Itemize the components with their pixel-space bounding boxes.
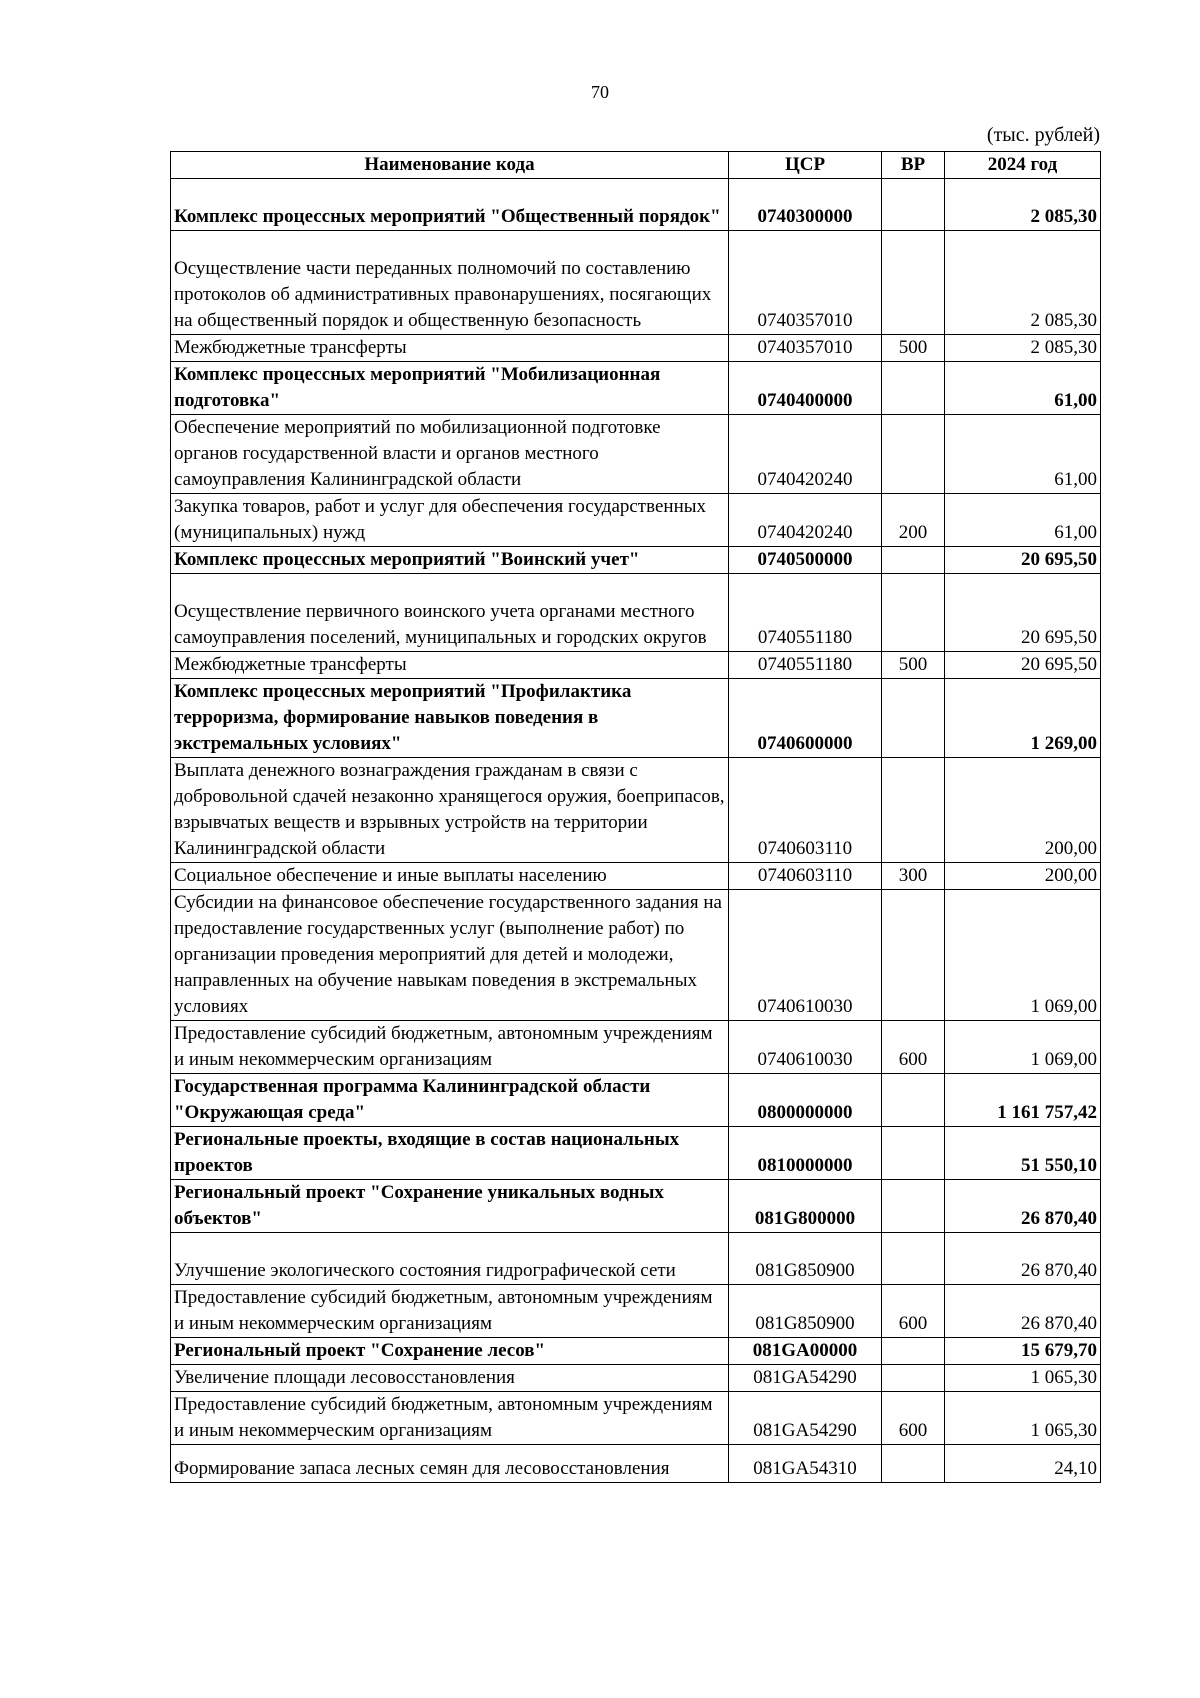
row-amount-cell: 2 085,30: [945, 335, 1101, 362]
row-name-cell: Региональный проект "Сохранение уникальных водных объектов": [171, 1180, 729, 1233]
row-vr-cell: [882, 1233, 945, 1285]
table-row: [171, 863, 1101, 890]
row-vr-cell: 200: [882, 494, 945, 547]
table-row: [171, 1021, 1101, 1074]
row-amount-cell: 1 161 757,42: [945, 1074, 1101, 1127]
table-body: [171, 179, 1101, 1483]
table-row: [171, 335, 1101, 362]
row-amount-cell: 200,00: [945, 863, 1101, 890]
row-amount-cell: 15 679,70: [945, 1338, 1101, 1365]
row-amount-cell: 26 870,40: [945, 1233, 1101, 1285]
row-amount-cell: 20 695,50: [945, 574, 1101, 652]
row-amount-cell: 2 085,30: [945, 231, 1101, 335]
row-name-cell: Социальное обеспечение и иные выплаты населению: [171, 863, 729, 890]
table-row: [171, 1365, 1101, 1392]
row-vr-cell: 500: [882, 335, 945, 362]
row-name-cell: Региональный проект "Сохранение лесов": [171, 1338, 729, 1365]
row-vr-cell: [882, 1445, 945, 1483]
table-row: [171, 362, 1101, 415]
row-amount-cell: 1 069,00: [945, 1021, 1101, 1074]
row-vr-cell: [882, 547, 945, 574]
table-row: [171, 1074, 1101, 1127]
row-name-cell: Формирование запаса лесных семян для лесовосстановления: [171, 1445, 729, 1483]
table-row: [171, 415, 1101, 494]
header-vr: ВР: [882, 152, 945, 179]
table-row: [171, 547, 1101, 574]
row-vr-cell: [882, 1180, 945, 1233]
row-vr-cell: [882, 1365, 945, 1392]
row-amount-cell: 20 695,50: [945, 652, 1101, 679]
table-row: [171, 1233, 1101, 1285]
row-vr-cell: [882, 1338, 945, 1365]
row-vr-cell: 600: [882, 1021, 945, 1074]
row-name-cell: Межбюджетные трансферты: [171, 652, 729, 679]
row-name-cell: Улучшение экологического состояния гидрографической сети: [171, 1233, 729, 1285]
row-vr-cell: [882, 758, 945, 863]
row-name-cell: Комплекс процессных мероприятий "Воинский учет": [171, 547, 729, 574]
table-row: [171, 1392, 1101, 1445]
row-csr-cell: 0740357010: [729, 231, 882, 335]
table-row: [171, 1338, 1101, 1365]
row-name-cell: Предоставление субсидий бюджетным, автономным учреждениям и иным некоммерческим организациям: [171, 1392, 729, 1445]
row-vr-cell: 600: [882, 1392, 945, 1445]
row-csr-cell: 0740400000: [729, 362, 882, 415]
row-csr-cell: 0800000000: [729, 1074, 882, 1127]
row-vr-cell: [882, 415, 945, 494]
row-vr-cell: [882, 1127, 945, 1180]
page-number: 70: [591, 82, 609, 102]
row-vr-cell: [882, 679, 945, 758]
row-csr-cell: 0740551180: [729, 652, 882, 679]
row-name-cell: Государственная программа Калининградской области "Окружающая среда": [171, 1074, 729, 1127]
table-row: [171, 574, 1101, 652]
table-row: [171, 494, 1101, 547]
row-csr-cell: 081GA54290: [729, 1365, 882, 1392]
row-csr-cell: 0740500000: [729, 547, 882, 574]
row-csr-cell: 0740610030: [729, 890, 882, 1021]
row-amount-cell: 61,00: [945, 415, 1101, 494]
table-row: [171, 652, 1101, 679]
row-amount-cell: 2 085,30: [945, 179, 1101, 231]
row-csr-cell: 0740551180: [729, 574, 882, 652]
row-vr-cell: [882, 890, 945, 1021]
row-vr-cell: [882, 231, 945, 335]
row-name-cell: Осуществление части переданных полномочий по составлению протоколов об административных правонарушениях, посягающих на общественный порядок и общественную безопасность: [171, 231, 729, 335]
table-header-row: [171, 152, 1101, 179]
row-name-cell: Выплата денежного вознаграждения гражданам в связи с добровольной сдачей незаконно хранящегося оружия, боеприпасов, взрывчатых веществ и взрывных устройств на территории Калининградской области: [171, 758, 729, 863]
row-amount-cell: 200,00: [945, 758, 1101, 863]
row-amount-cell: 20 695,50: [945, 547, 1101, 574]
row-vr-cell: [882, 179, 945, 231]
header-csr: ЦСР: [729, 152, 882, 179]
row-name-cell: Комплекс процессных мероприятий "Общественный порядок": [171, 179, 729, 231]
row-csr-cell: 081G850900: [729, 1285, 882, 1338]
table-row: [171, 758, 1101, 863]
row-csr-cell: 0740420240: [729, 494, 882, 547]
row-name-cell: Увеличение площади лесовосстановления: [171, 1365, 729, 1392]
row-amount-cell: 51 550,10: [945, 1127, 1101, 1180]
row-name-cell: Закупка товаров, работ и услуг для обеспечения государственных (муниципальных) нужд: [171, 494, 729, 547]
row-csr-cell: 081G800000: [729, 1180, 882, 1233]
table-row: [171, 179, 1101, 231]
row-amount-cell: 1 269,00: [945, 679, 1101, 758]
row-name-cell: Субсидии на финансовое обеспечение государственного задания на предоставление государственных услуг (выполнение работ) по организации проведения мероприятий для детей и молодежи, направленных на обучение навыкам поведения в экстремальных условиях: [171, 890, 729, 1021]
row-csr-cell: 081G850900: [729, 1233, 882, 1285]
row-name-cell: Предоставление субсидий бюджетным, автономным учреждениям и иным некоммерческим организациям: [171, 1285, 729, 1338]
row-amount-cell: 26 870,40: [945, 1180, 1101, 1233]
row-vr-cell: [882, 1074, 945, 1127]
row-amount-cell: 26 870,40: [945, 1285, 1101, 1338]
row-csr-cell: 0740603110: [729, 758, 882, 863]
row-name-cell: Осуществление первичного воинского учета органами местного самоуправления поселений, муниципальных и городских округов: [171, 574, 729, 652]
row-csr-cell: 0740300000: [729, 179, 882, 231]
row-name-cell: Обеспечение мероприятий по мобилизационной подготовке органов государственной власти и органов местного самоуправления Калининградской области: [171, 415, 729, 494]
row-amount-cell: 1 065,30: [945, 1365, 1101, 1392]
row-name-cell: Региональные проекты, входящие в состав национальных проектов: [171, 1127, 729, 1180]
row-amount-cell: 1 065,30: [945, 1392, 1101, 1445]
units-label: (тыс. рублей): [986, 124, 1100, 146]
row-name-cell: Комплекс процессных мероприятий "Профилактика терроризма, формирование навыков поведения в экстремальных условиях": [171, 679, 729, 758]
row-vr-cell: 300: [882, 863, 945, 890]
row-csr-cell: 0740610030: [729, 1021, 882, 1074]
table-row: [171, 1180, 1101, 1233]
row-name-cell: Предоставление субсидий бюджетным, автономным учреждениям и иным некоммерческим организациям: [171, 1021, 729, 1074]
budget-table: [170, 151, 1101, 1483]
row-amount-cell: 61,00: [945, 494, 1101, 547]
row-csr-cell: 0810000000: [729, 1127, 882, 1180]
header-name: Наименование кода: [171, 152, 729, 179]
row-vr-cell: [882, 362, 945, 415]
row-name-cell: Комплекс процессных мероприятий "Мобилизационная подготовка": [171, 362, 729, 415]
row-vr-cell: [882, 574, 945, 652]
table-row: [171, 1285, 1101, 1338]
row-name-cell: Межбюджетные трансферты: [171, 335, 729, 362]
row-amount-cell: 61,00: [945, 362, 1101, 415]
row-amount-cell: 24,10: [945, 1445, 1101, 1483]
row-amount-cell: 1 069,00: [945, 890, 1101, 1021]
row-csr-cell: 0740603110: [729, 863, 882, 890]
row-csr-cell: 0740357010: [729, 335, 882, 362]
row-vr-cell: 500: [882, 652, 945, 679]
row-csr-cell: 0740600000: [729, 679, 882, 758]
row-csr-cell: 081GA54290: [729, 1392, 882, 1445]
row-vr-cell: 600: [882, 1285, 945, 1338]
table-row: [171, 1127, 1101, 1180]
table-row: [171, 679, 1101, 758]
table-row: [171, 1445, 1101, 1483]
row-csr-cell: 081GA00000: [729, 1338, 882, 1365]
header-year: 2024 год: [945, 152, 1101, 179]
row-csr-cell: 081GA54310: [729, 1445, 882, 1483]
table-row: [171, 231, 1101, 335]
row-csr-cell: 0740420240: [729, 415, 882, 494]
table-row: [171, 890, 1101, 1021]
